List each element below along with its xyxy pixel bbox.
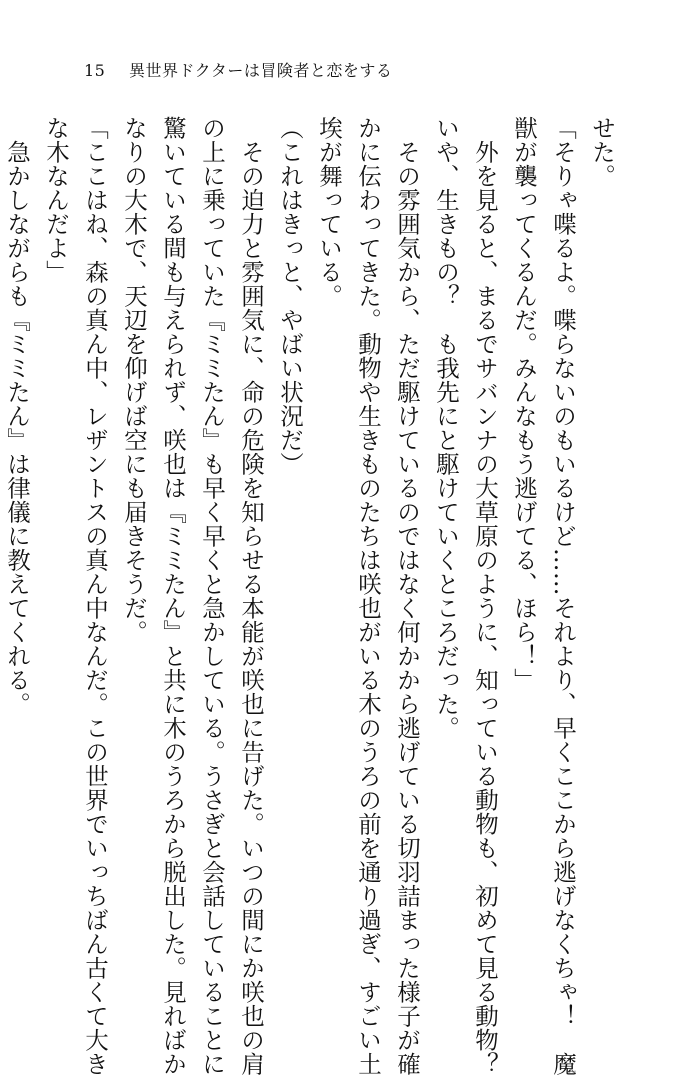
running-title: 異世界ドクターは冒険者と恋をする <box>128 61 393 80</box>
text-line: な木なんだよ」 <box>42 116 70 284</box>
text-line: 埃が舞っている。 <box>315 116 343 308</box>
text-line: 「そりゃ喋るよ。喋らないのもいるけど……それより、早くここから逃げなくちゃ！ 魔 <box>549 116 577 1076</box>
vertical-body-text <box>3 116 621 1076</box>
text-line: かに伝わってきた。動物や生きものたちは咲也がいる木のうろの前を通り過ぎ、すごい土 <box>354 116 382 1076</box>
text-line: 驚いている間も与えられず、咲也は『ミミたん』と共に木のうろから脱出した。見ればか <box>159 116 187 1076</box>
text-line: 急かしながらも『ミミたん』は律儀に教えてくれる。 <box>3 139 31 716</box>
text-line: 外を見ると、まるでサバンナの大草原のように、知っている動物も、初めて見る動物？ <box>471 139 499 1076</box>
page-number: 15 <box>84 61 106 80</box>
text-line: なりの大木で、天辺を仰げば空にも届きそうだ。 <box>120 116 148 644</box>
text-line: いや、生きもの？ も我先にと駆けていくところだった。 <box>432 116 460 740</box>
text-line: 獣が襲ってくるんだ。みんなもう逃げてる、ほら！」 <box>510 116 538 692</box>
text-line: せた。 <box>588 116 616 188</box>
text-line: （これはきっと、やばい状況だ） <box>276 116 304 476</box>
text-line: の上に乗っていた『ミミたん』も早く早くと急かしている。うさぎと会話していることに <box>198 116 226 1076</box>
page-header <box>84 58 392 81</box>
text-line: 「ここはね、森の真ん中、レザントスの真ん中なんだ。この世界でいっちばん古くて大き <box>81 116 109 1076</box>
text-line: その雰囲気から、ただ駆けているのではなく何かから逃げている切羽詰まった様子が確 <box>393 139 421 1076</box>
text-line: その迫力と雰囲気に、命の危険を知らせる本能が咲也に告げた。いつの間にか咲也の肩 <box>237 139 265 1076</box>
